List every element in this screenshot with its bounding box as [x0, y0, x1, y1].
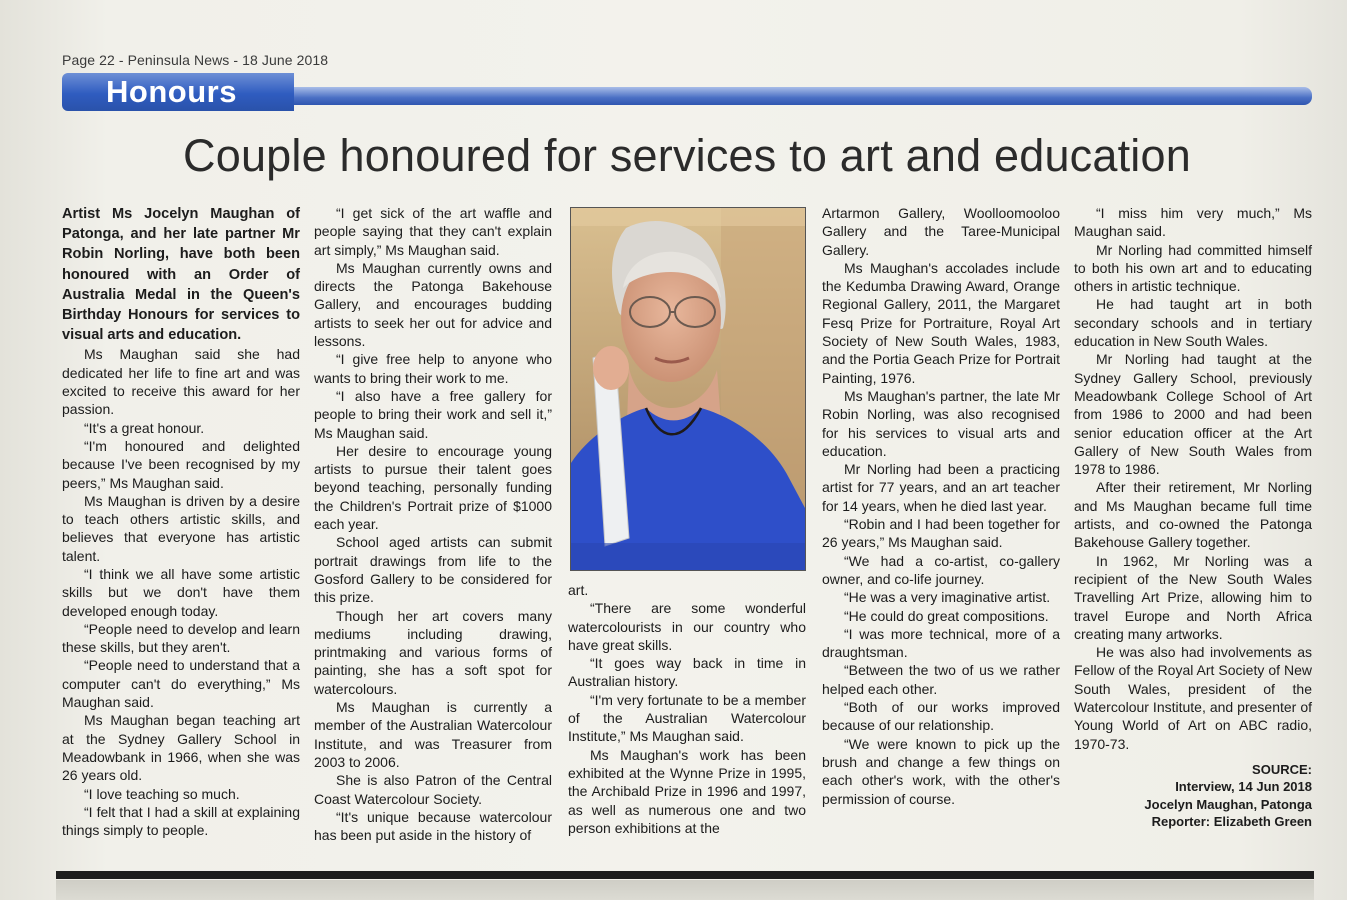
paragraph: Ms Maughan's work has been exhibited at the Wynne Prize in 1995, the Archibald Prize in 1996 and 1997, as well as numerous one and two person exhibitions at the	[568, 746, 806, 836]
paragraph: Mr Norling had committed himself to both his own art and to educating others in artistic technique.	[1074, 241, 1312, 295]
paragraph: “It's unique because watercolour has been put aside in the history of	[314, 808, 552, 844]
paragraph: “It's a great honour.	[84, 419, 205, 436]
portrait-photo	[570, 207, 806, 571]
paragraph: “Between the two of us we rather helped each other.	[822, 662, 1060, 697]
paragraph: After their retirement, Mr Norling and Ms Maughan became full time artists, and co-owned the Patonga Bakehouse Gallery together.	[1074, 479, 1312, 551]
paragraph: School aged artists can submit portrait drawings from life to the Gosford Gallery to be considered for this prize.	[314, 534, 552, 606]
paragraph: “People need to develop and learn these skills, but they aren't.	[62, 620, 300, 656]
paragraph: In 1962, Mr Norling was a recipient of the New South Wales Travelling Art Prize, allowing him to travel Europe and North Africa creating many artworks.	[1074, 552, 1312, 642]
paragraph: “Both of our works improved because of our relationship.	[822, 699, 1060, 734]
paragraph: “I miss him very much,” Ms Maughan said.	[1074, 205, 1312, 240]
bottom-rule	[56, 871, 1314, 879]
portrait-illustration	[571, 208, 805, 570]
paragraph: “I'm honoured and delighted because I've been recognised by my peers,” Ms Maughan said.	[62, 437, 300, 491]
paragraph: He was also had involvements as Fellow of the Royal Art Society of New South Wales, president of the Watercolour Institute, and presenter of Young World of Art on ABC radio, 1970-73.	[1074, 644, 1312, 752]
source-label: SOURCE:	[1252, 761, 1312, 777]
paragraph: “People need to understand that a computer can't do everything,” Ms Maughan said.	[62, 657, 300, 711]
paragraph: “I felt that I had a skill at explaining things simply to people.	[62, 803, 300, 839]
paragraph: “I also have a free gallery for people to bring their work and sell it,” Ms Maughan said.	[314, 387, 552, 441]
continuation-text: art.	[568, 582, 589, 598]
paragraph: “Robin and I had been together for 26 years,” Ms Maughan said.	[822, 516, 1060, 551]
running-head: Page 22 - Peninsula News - 18 June 2018	[62, 52, 329, 68]
article-column-3	[568, 581, 806, 837]
lede-paragraph: Artist Ms Jocelyn Maughan of Patonga, and her late partner Mr Robin Norling, have both been honoured with an Order of Australia Medal in the Queen's Birthday Honours for services to visual arts and education.	[62, 206, 300, 344]
paragraph: Mr Norling had taught at the Sydney Gallery School, previously Meadowbank College School of Art from 1986 to 2000 and had been senior education officer at the Art Gallery of New South Wales from 1978 to 1986.	[1074, 351, 1312, 478]
paragraph: “It goes way back in time in Australian history.	[568, 655, 806, 690]
paragraph: “I'm very fortunate to be a member of the Australian Watercolour Institute,” Ms Maughan said.	[568, 691, 806, 745]
paragraph: Ms Maughan is currently a member of the Australian Watercolour Institute, and was Treasurer from 2003 to 2006.	[314, 699, 552, 770]
paragraph: “I give free help to anyone who wants to bring their work to me.	[314, 351, 552, 386]
paragraph: Her desire to encourage young artists to pursue their talent goes beyond teaching, personally funding the Children's Portrait prize of $1000 each year.	[314, 442, 552, 533]
source-line: Reporter: Elizabeth Green	[1151, 814, 1312, 830]
next-article-edge	[56, 880, 1314, 900]
paragraph: Ms Maughan said she had dedicated her life to fine art and was excited to receive this award for her passion.	[62, 346, 300, 418]
paragraph: He had taught art in both secondary schools and in tertiary education in New South Wales.	[1074, 296, 1312, 350]
paragraph: Though her art covers many mediums including drawing, printmaking and various forms of painting, she has a soft spot for watercolours.	[314, 607, 552, 697]
paragraph: Ms Maughan began teaching art at the Sydney Gallery School in Meadowbank in 1966, when she was 26 years old.	[62, 712, 300, 784]
paragraph: Ms Maughan's accolades include the Kedumba Drawing Award, Orange Regional Gallery, 2011, the Margaret Fesq Prize for Portraiture, Royal Art Society of New South Wales, 1983, and the Portia Geach Prize for Portrait Painting, 1976.	[822, 259, 1060, 386]
paragraph: “We were known to pick up the brush and change a few things on each other's work, with the other's permission of course.	[822, 735, 1060, 807]
article-column-5	[1074, 204, 1312, 831]
paragraph: “He could do great compositions.	[844, 607, 1049, 624]
continuation-text: Artarmon Gallery, Woolloomooloo Gallery and the Taree-Municipal Gallery.	[822, 205, 1060, 258]
source-credit	[1074, 761, 1312, 831]
headline: Couple honoured for services to art and education	[183, 130, 1191, 181]
source-line: Interview, 14 Jun 2018	[1175, 779, 1312, 795]
paragraph: Ms Maughan currently owns and directs the Patonga Bakehouse Gallery, and encourages budding artists to seek her out for advice and lessons.	[314, 259, 552, 350]
paragraph: “We had a co-artist, co-gallery owner, and co-life journey.	[822, 552, 1060, 587]
paragraph: Ms Maughan is driven by a desire to teach others artistic skills, and believes that everyone has artistic talent.	[62, 492, 300, 564]
source-line: Jocelyn Maughan, Patonga	[1144, 796, 1312, 812]
section-banner	[62, 73, 1312, 111]
paragraph: “I get sick of the art waffle and people saying that they can't explain art simply,” Ms Maughan said.	[314, 205, 552, 258]
section-label: Honours	[106, 74, 237, 109]
article-column-1	[62, 204, 300, 839]
section-banner-strip	[262, 87, 1312, 105]
paragraph: Ms Maughan's partner, the late Mr Robin Norling, was also recognised for his services to visual arts and education.	[822, 387, 1060, 459]
paragraph: “There are some wonderful watercolourists in our country who have great skills.	[568, 600, 806, 653]
paragraph: “I was more technical, more of a draughtsman.	[822, 625, 1060, 661]
paragraph: She is also Patron of the Central Coast Watercolour Society.	[314, 772, 552, 807]
article-column-4	[822, 204, 1060, 808]
paragraph: “He was a very imaginative artist.	[844, 589, 1051, 606]
paragraph: “I love teaching so much.	[84, 785, 240, 802]
article-column-2	[314, 204, 552, 844]
paragraph: Mr Norling had been a practicing artist for 77 years, and an art teacher for 14 years, when he died last year.	[822, 461, 1060, 514]
paragraph: “I think we all have some artistic skills but we don't have them developed enough today.	[62, 565, 300, 619]
